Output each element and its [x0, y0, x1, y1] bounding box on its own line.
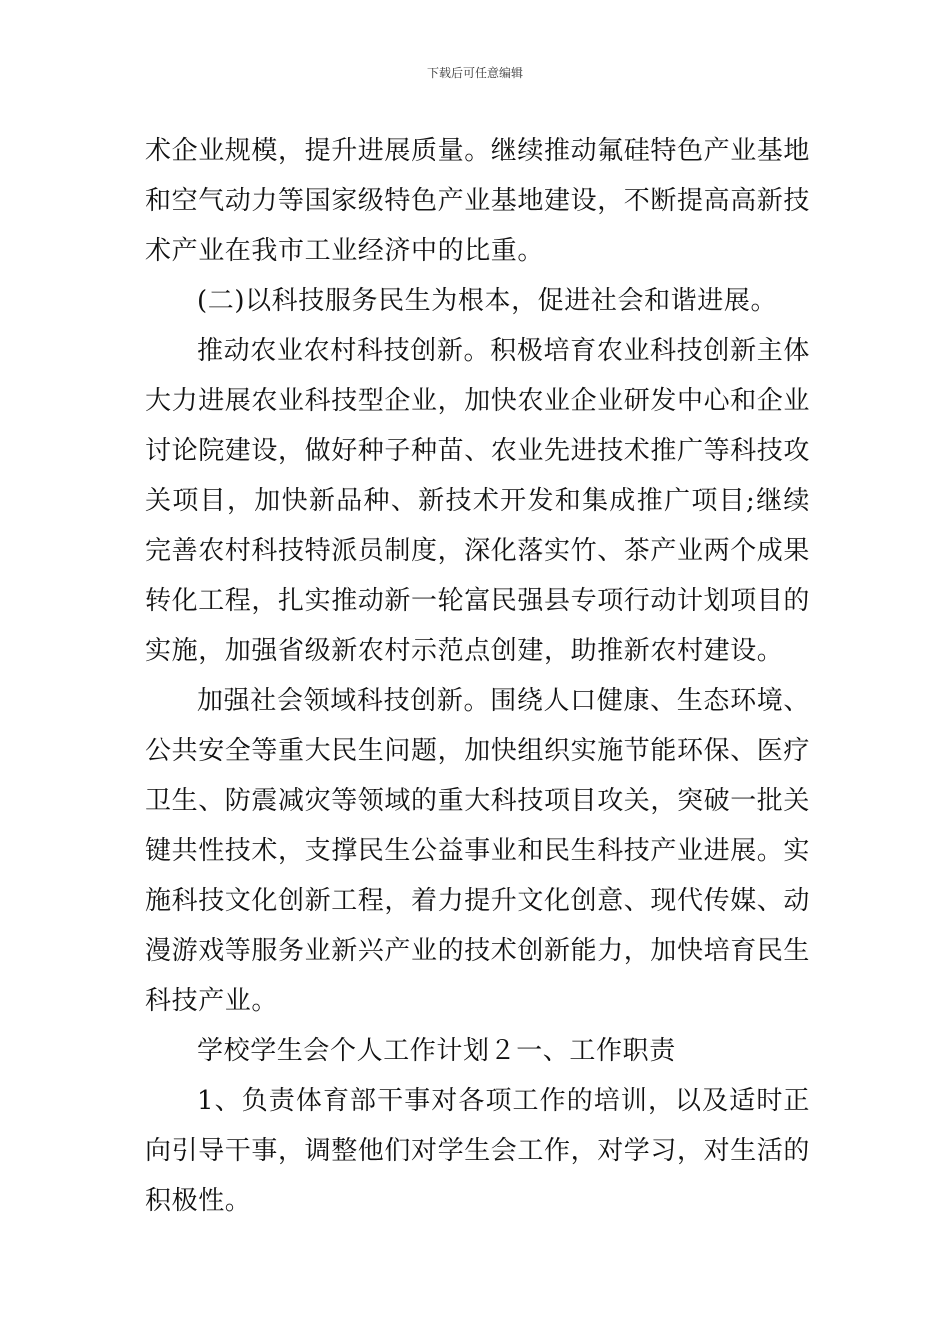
paragraph-1: 术企业规模，提升进展质量。继续推动氟硅特色产业基地和空气动力等国家级特色产业基地建设，不断提高高新技术产业在我市工业经济中的比重。 [145, 136, 811, 266]
section-heading-2: (二)以科技服务民生为根本，促进社会和谐进展。 [197, 286, 778, 316]
paragraph-agriculture: 推动农业农村科技创新。积极培育农业科技创新主体大力进展农业科技型企业，加快农业企业研发中心和企业讨论院建设，做好种子种苗、农业先进技术推广等科技攻关项目，加快新品种、新技术开发和集成推广项目;继续完善农村科技特派员制度，深化落实竹、茶产业两个成果转化工程，扎实推动新一轮富民强县专项行动计划项目的实施，加强省级新农村示范点创建，助推新农村建设。 [145, 336, 811, 666]
plan-title: 学校学生会个人工作计划２一、工作职责 [197, 1036, 676, 1066]
document-body [145, 126, 810, 1226]
duty-item-1: 1、负责体育部干事对各项工作的培训，以及适时正向引导干事，调整他们对学生会工作，对学习，对生活的积极性。 [145, 1086, 811, 1216]
page-header: 下载后可任意编辑 [426, 66, 523, 80]
paragraph-social: 加强社会领域科技创新。围绕人口健康、生态环境、公共安全等重大民生问题，加快组织实施节能环保、医疗卫生、防震减灾等领域的重大科技项目攻关，突破一批关键共性技术，支撑民生公益事业和民生科技产业进展。实施科技文化创新工程，着力提升文化创意、现代传媒、动漫游戏等服务业新兴产业的技术创新能力，加快培育民生科技产业。 [145, 686, 811, 1016]
